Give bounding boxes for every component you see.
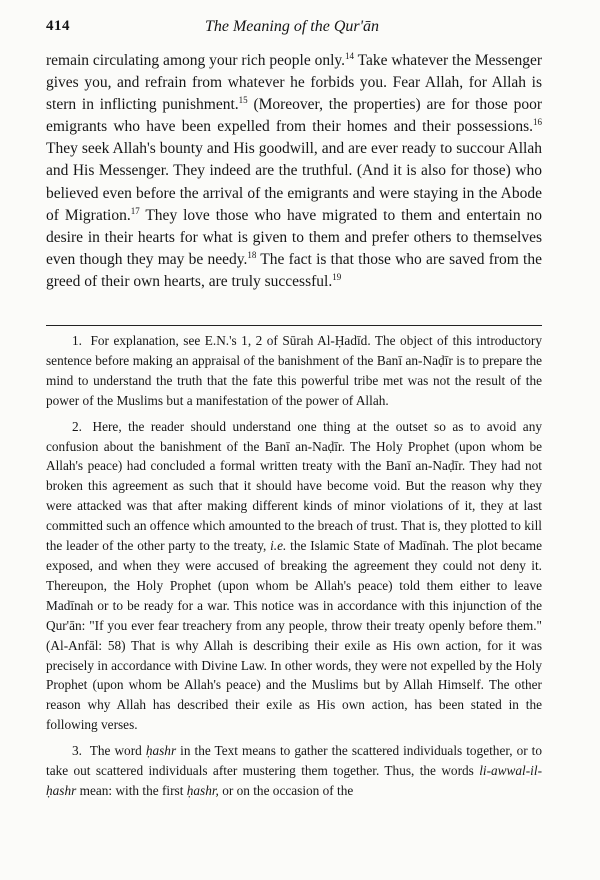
footnote-text: The word [89, 743, 142, 759]
note-ref: 14 [345, 50, 354, 61]
note-ref: 17 [130, 205, 140, 216]
footnote-term: li-awwal-il-ḥashr [46, 763, 542, 798]
footnote-2 [46, 417, 542, 736]
footnote-3 [46, 741, 542, 801]
footnote-text: the Islamic State of Madīnah. The plot became exposed, and when they were accused of breaking the agreement they could not deny it. Thereupon, the Holy Prophet (upon whom be Allah's peace) told them either to leave Madīnah or to be ready for a war. This notice was in accordance with this injunction of the Qur'ān: "If you ever fear treachery from any people, throw their treaty openly before them." (Al-Anfāl: 58) That is why Allah is describing their exile as His own action, for it was precisely in accordance with Divine Law. In other words, they were not expelled by the Holy Prophet (upon whom be Allah's peace) and the Muslims but by Allah Himself. The other reason why Allah has described their exile as His own action, has been stated in the following verses. [46, 538, 543, 733]
footnote-number: 2. [72, 418, 82, 434]
text-segment: (Moreover, the properties) are for those poor emigrants who have been expelled from their homes and their possessions. [46, 96, 543, 136]
footnote-number: 1. [72, 333, 82, 348]
text-segment: remain circulating among your rich people only. [46, 52, 345, 69]
note-ref: 18 [247, 249, 257, 260]
note-ref: 19 [332, 271, 342, 282]
text-segment: They seek Allah's bounty and His goodwill, and are ever ready to succour Allah and His Messenger. They indeed are the truthful. (And it is also for those) who believed even before the arrival of the emigrants and were staying in the Abode of Migration. [46, 140, 542, 224]
footnote-text: or on the occasion of the [222, 782, 354, 798]
main-translation-text [46, 50, 542, 293]
footnote-divider [46, 325, 542, 326]
footnote-text: Here, the reader should understand one thing at the outset so as to avoid any confusion about the banishment of the Banī an-Naḍīr. The Holy Prophet (upon whom be Allah's peace) had concluded a formal written treaty with the Banī an-Naḍīr. They had not broken this agreement as such that it should have become void. But the reason why they were attacked was that after making different kinds of minor violations of it, they at last committed such an offence which amounted to the breach of trust. That is, they plotted to kill the leader of the other party to the treaty, [46, 418, 542, 554]
note-ref: 16 [533, 117, 542, 128]
footnote-italic: i.e. [270, 538, 287, 554]
footnote-1 [46, 331, 542, 411]
page-header [46, 18, 538, 40]
page-number: 414 [46, 18, 70, 34]
text-segment: They love those who have migrated to them and entertain no desire in their hearts for what is given to them and prefer others to themselves even though they may be needy. [46, 206, 542, 268]
footnote-number: 3. [72, 743, 82, 759]
footnote-term: ḥashr [145, 743, 177, 759]
footnote-text: For explanation, see E.N.'s 1, 2 of Sūrah Al-Ḥadīd. The object of this introductory sentence before making an appraisal of the banishment of the Banī an-Naḍīr is to prepare the mind to understand the truth that the fate this powerful tribe met was not the result of the power of the Muslims but a manifestation of the power of Allah. [46, 333, 543, 408]
footnote-term: ḥashr, [186, 782, 219, 798]
note-ref: 15 [238, 95, 248, 106]
footnote-text: in the Text means to gather the scattered individuals together, or to take out scattered individuals after mustering them together. Thus, the words [46, 743, 543, 779]
footnotes [46, 331, 542, 807]
text-segment: Take whatever the Messenger gives you, and refrain from whatever he forbids you. Fear Allah, for Allah is stern in inflicting punishment. [46, 52, 542, 114]
running-title: The Meaning of the Qur'ān [204, 18, 380, 35]
footnote-text: mean: with the first [79, 782, 184, 798]
text-segment: The fact is that those who are saved from the greed of their own hearts, are truly successful. [46, 250, 542, 290]
